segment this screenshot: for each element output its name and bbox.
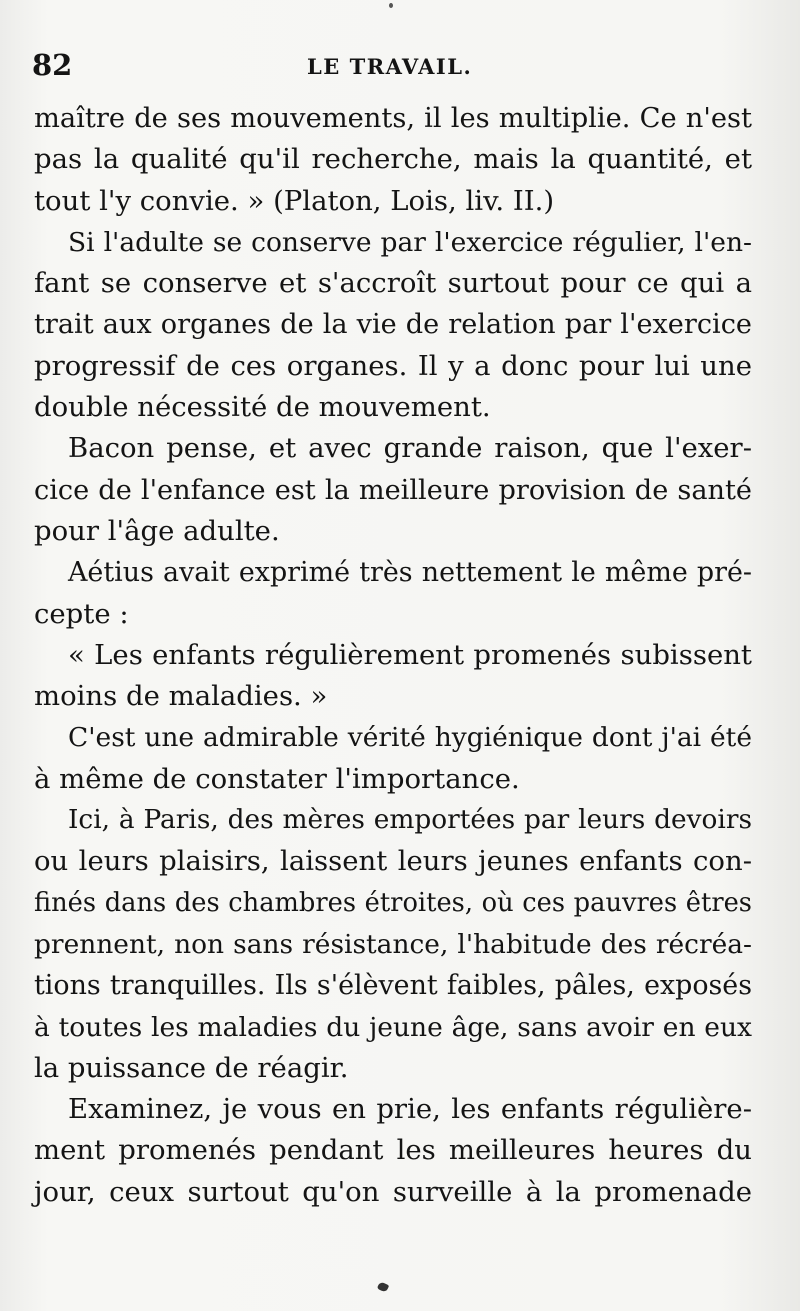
ink-speck <box>389 3 393 8</box>
text-line: Ici, à Paris, des mères emportées par leurs devoirs <box>68 805 752 836</box>
text-line: double nécessité de mouvement. <box>34 391 491 424</box>
text-line: Bacon pense, et avec grande raison, que l'exer- <box>68 432 752 465</box>
text-line: pas la qualité qu'il recherche, mais la quantité, et <box>34 143 752 176</box>
page-number: 82 <box>32 48 73 82</box>
text-line: Examinez, je vous en prie, les enfants régulière- <box>68 1093 752 1126</box>
text-line: C'est une admirable vérité hygiénique dont j'ai été <box>68 722 752 754</box>
text-line: tions tranquilles. Ils s'élèvent faibles, pâles, exposés <box>34 970 752 1002</box>
ink-blot <box>377 1281 389 1292</box>
text-line: trait aux organes de la vie de relation par l'exercice <box>34 309 752 341</box>
text-line: Si l'adulte se conserve par l'exercice régulier, l'en- <box>68 226 752 258</box>
text-line: tout l'y convie. » (Platon, Lois, liv. II.) <box>34 184 555 217</box>
text-line: prennent, non sans résistance, l'habitude des récréa- <box>34 928 752 960</box>
text-line: progressif de ces organes. Il y a donc pour lui une <box>34 349 752 382</box>
text-line: fant se conserve et s'accroît surtout pour ce qui a <box>34 267 752 300</box>
text-line: cepte : <box>34 597 129 630</box>
running-title: LE TRAVAIL. <box>307 54 473 79</box>
text-line: à même de constater l'importance. <box>34 762 520 795</box>
text-line: « Les enfants régulièrement promenés subissent <box>68 638 752 671</box>
text-line: maître de ses mouvements, il les multiplie. Ce n'est <box>34 103 752 134</box>
text-line: la puissance de réagir. <box>34 1051 349 1084</box>
text-line: cice de l'enfance est la meilleure provision de santé <box>34 474 752 506</box>
text-line: finés dans des chambres étroites, où ces pauvres êtres <box>34 887 752 918</box>
text-line: pour l'âge adulte. <box>34 514 280 547</box>
text-line: jour, ceux surtout qu'on surveille à la promenade <box>34 1175 752 1208</box>
running-head <box>32 48 762 88</box>
text-line: à toutes les maladies du jeune âge, sans avoir en eux <box>34 1011 752 1043</box>
text-line: ou leurs plaisirs, laissent leurs jeunes enfants con- <box>34 845 752 878</box>
text-line: moins de maladies. » <box>34 680 328 713</box>
text-line: ment promenés pendant les meilleures heures du <box>34 1134 752 1167</box>
text-line: Aétius avait exprimé très nettement le même pré- <box>68 557 752 589</box>
body-text <box>34 98 752 1213</box>
